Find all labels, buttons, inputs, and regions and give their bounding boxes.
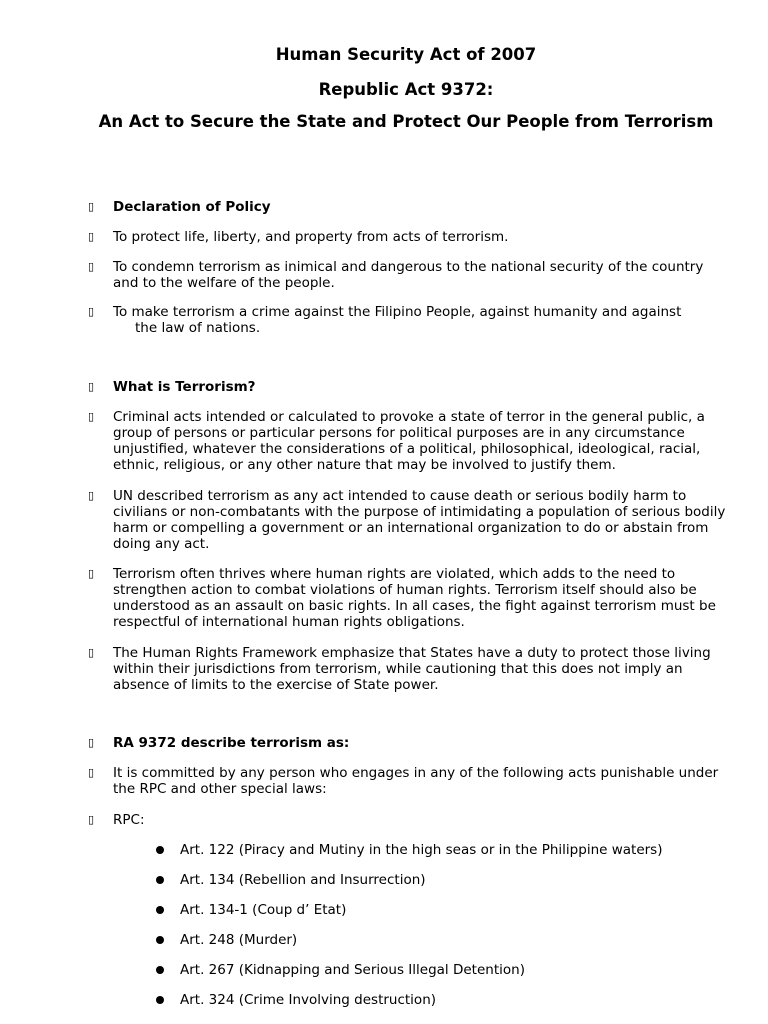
bullet-dot-icon bbox=[156, 936, 164, 944]
list-item: ▯ To condemn terrorism as inimical and dangerous to the national security of the country and to the welfare of the people. bbox=[88, 259, 704, 291]
bullet-marker: ▯ bbox=[88, 260, 95, 273]
list-item: ▯ Criminal acts intended or calculated to provoke a state of terror in the general public, a group of persons or particular persons for political purposes are in any circumstance unjustified, whatever the considerations of a political, philosophical, ideological, racial, ethnic, religious, or any other nature that may be involved to justify them. bbox=[88, 409, 705, 473]
bullet-marker: ▯ bbox=[88, 766, 95, 779]
section-heading-declaration: ▯ Declaration of Policy bbox=[88, 199, 271, 215]
rpc-list-item: Art. 324 (Crime Involving destruction) bbox=[156, 992, 736, 1008]
bullet-marker: ▯ bbox=[88, 736, 95, 749]
bullet-dot-icon bbox=[156, 846, 164, 854]
bullet-dot-icon bbox=[156, 906, 164, 914]
bullet-dot-icon bbox=[156, 876, 164, 884]
rpc-list-item: Art. 267 (Kidnapping and Serious Illegal Detention) bbox=[156, 962, 736, 978]
bullet-marker: ▯ bbox=[88, 305, 95, 318]
document-subtitle: Republic Act 9372: bbox=[318, 80, 494, 99]
bullet-marker: ▯ bbox=[88, 489, 95, 502]
rpc-list-item: Art. 122 (Piracy and Mutiny in the high seas or in the Philippine waters) bbox=[156, 842, 736, 858]
bullet-marker: ▯ bbox=[88, 380, 95, 393]
bullet-marker: ▯ bbox=[88, 646, 95, 659]
bullet-marker: ▯ bbox=[88, 410, 95, 423]
section-heading-terrorism: ▯ What is Terrorism? bbox=[88, 379, 256, 395]
list-item: ▯ To protect life, liberty, and property from acts of terrorism. bbox=[88, 229, 509, 245]
list-item: ▯ To make terrorism a crime against the Filipino People, against humanity and against the law of nations. bbox=[88, 304, 682, 336]
list-item: ▯ Terrorism often thrives where human rights are violated, which adds to the need to strengthen action to combat violations of human rights. Terrorism itself should also be understood as an assault on basic rights. In all cases, the fight against terrorism must be respectful of international human rights obligations. bbox=[88, 566, 716, 630]
document-title: Human Security Act of 2007 bbox=[275, 45, 537, 64]
bullet-marker: ▯ bbox=[88, 230, 95, 243]
bullet-dot-icon bbox=[156, 966, 164, 974]
bullet-marker: ▯ bbox=[88, 813, 95, 826]
bullet-marker: ▯ bbox=[88, 200, 95, 213]
bullet-marker: ▯ bbox=[88, 567, 95, 580]
rpc-list-item: Art. 134-1 (Coup d’ Etat) bbox=[156, 902, 736, 918]
document-heading: An Act to Secure the State and Protect Our People from Terrorism bbox=[98, 112, 714, 131]
rpc-list-item: Art. 134 (Rebellion and Insurrection) bbox=[156, 872, 736, 888]
list-item: ▯ It is committed by any person who engages in any of the following acts punishable under the RPC and other special laws: bbox=[88, 765, 719, 797]
list-item: ▯ UN described terrorism as any act intended to cause death or serious bodily harm to civilians or non-combatants with the purpose of intimidating a population of serious bodily harm or compelling a government or an international organization to do or abstain from doing any act. bbox=[88, 488, 726, 552]
list-item: ▯ The Human Rights Framework emphasize that States have a duty to protect those living within their jurisdictions from terrorism, while cautioning that this does not imply an absence of limits to the exercise of State power. bbox=[88, 645, 711, 693]
list-item: ▯ RPC: bbox=[88, 812, 145, 828]
section-heading-ra9372: ▯ RA 9372 describe terrorism as: bbox=[88, 735, 350, 751]
bullet-dot-icon bbox=[156, 996, 164, 1004]
rpc-list-item: Art. 248 (Murder) bbox=[156, 932, 736, 948]
